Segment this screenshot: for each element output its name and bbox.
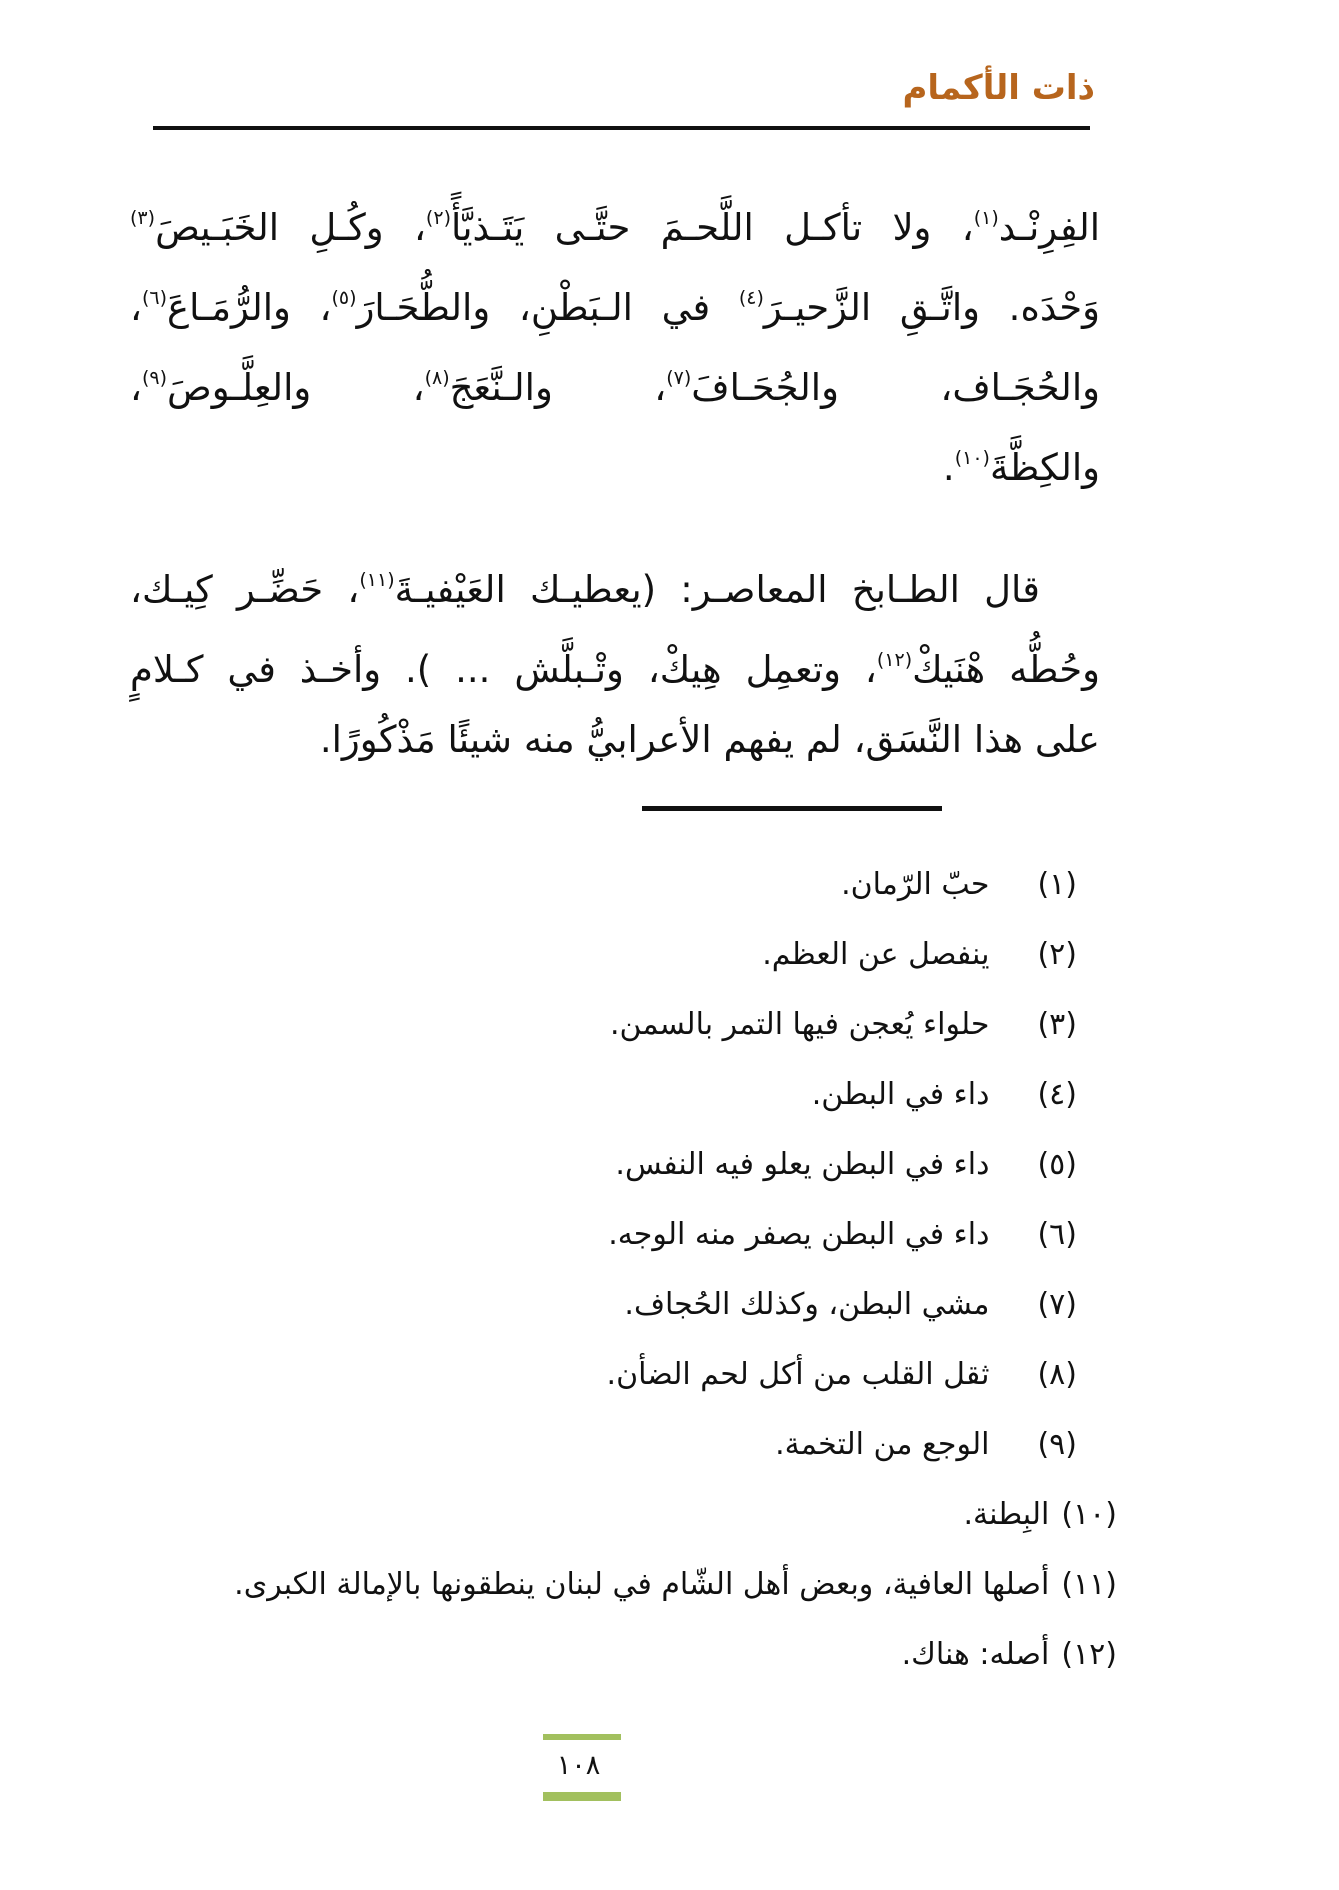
footnote-row — [107, 1060, 1117, 1130]
footnote-marker: (١) — [973, 207, 999, 229]
footnote-marker: (٤) — [738, 287, 764, 309]
footnote-number: (٧) — [1037, 1287, 1077, 1322]
footnote-marker: (١٠) — [954, 447, 990, 469]
paragraph — [130, 178, 1100, 498]
body-line — [130, 178, 1100, 258]
footer-bar-bottom — [543, 1792, 621, 1801]
footnote-text: داء في البطن يعلو فيه النفس. — [615, 1147, 990, 1182]
footnote-text: حبّ الرّمان. — [841, 867, 990, 902]
footnote-text: داء في البطن. — [811, 1077, 990, 1112]
footnote-text: الوجع من التخمة. — [775, 1427, 990, 1462]
footnote-separator — [642, 806, 942, 811]
footnote-row — [107, 1340, 1117, 1410]
footnote-number: (١١) — [1061, 1567, 1117, 1602]
body-text-segment: وحُطُّه هْنَيكْ — [912, 648, 1100, 691]
header-rule — [153, 126, 1090, 130]
footnote-marker: (١١) — [359, 569, 395, 591]
footnote-number: (١) — [1037, 867, 1077, 902]
footnote-text: حلواء يُعجن فيها التمر بالسمن. — [609, 1007, 990, 1042]
footnotes — [107, 850, 1117, 1690]
body-line — [130, 540, 1100, 620]
footnote-marker: (١٢) — [876, 649, 913, 671]
footnote-text: أصله: هناك. — [901, 1637, 1050, 1672]
footnote-number: (٤) — [1037, 1077, 1077, 1112]
body-text-segment: الفِرِنْـد — [998, 206, 1100, 249]
body-text-segment: ، وتعمِل هِيكْ، وتْـبلَّش ... ). وأخـذ في كـلامٍ — [130, 648, 877, 691]
body-text-segment: في الـبَطْنِ، والطُّحَـارَ — [356, 286, 739, 329]
body-text-segment: ، والرُّمَـاعَ — [167, 286, 332, 329]
footnote-number: (٦) — [1037, 1217, 1077, 1252]
body-text-segment: ، حَضِّـر كِيـك، — [130, 568, 360, 611]
footnote-number: (٩) — [1037, 1427, 1077, 1462]
footnote-row — [107, 990, 1117, 1060]
body-text-segment: ، — [130, 286, 142, 329]
body-text-segment: قال الطـابخ المعاصـر: (يعطيـك العَيْفيـةَ — [394, 568, 1040, 611]
footnote-number: (٥) — [1037, 1147, 1077, 1182]
footnote-text: مشي البطن، وكذلك الحُجاف. — [624, 1287, 990, 1322]
body-text-segment: ، وكُـلِ الخَبَـيصَ — [155, 206, 426, 249]
body-text-segment: ، والعِلَّـوصَ — [167, 366, 425, 409]
body-text-segment: والحُجَـاف، والجُحَـافَ — [691, 366, 1100, 409]
footnote-text: البِطنة. — [963, 1497, 1050, 1532]
body-text-segment: ، والـنَّعَجَ — [449, 366, 667, 409]
body-line — [130, 418, 1100, 498]
footnote-text: ثقل القلب من أكل لحم الضأن. — [606, 1357, 990, 1392]
footnote-text: أصلها العافية، وبعض أهل الشّام في لبنان ينطقونها بالإمالة الكبرى. — [234, 1567, 1050, 1602]
body-line — [130, 258, 1100, 338]
body-text — [130, 178, 1100, 780]
footnote-row — [107, 1410, 1117, 1480]
footnote-marker: (٦) — [141, 287, 168, 309]
footnote-number: (١٢) — [1061, 1637, 1117, 1672]
page-footer — [543, 1734, 621, 1801]
body-line — [130, 700, 1100, 780]
footnote-row — [107, 1480, 1117, 1550]
footnote-row — [107, 920, 1117, 990]
footnote-number: (٨) — [1037, 1357, 1077, 1392]
footnote-marker: (٢) — [425, 207, 451, 229]
body-line — [130, 620, 1100, 700]
footnote-marker: (٧) — [666, 367, 692, 389]
body-text-segment: على هذا النَّسَق، لم يفهم الأعرابيُّ منه شيئًا مَذْكُورًا. — [319, 718, 1100, 761]
footnote-number: (١٠) — [1061, 1497, 1117, 1532]
body-text-segment: والكِظَّةَ — [989, 446, 1100, 489]
footnote-marker: (٩) — [141, 367, 168, 389]
footnote-row — [107, 1200, 1117, 1270]
footnote-number: (٣) — [1037, 1007, 1077, 1042]
body-text-segment: ، — [130, 366, 142, 409]
footnote-marker: (٣) — [130, 207, 156, 229]
body-line — [130, 338, 1100, 418]
footnote-row — [107, 1550, 1117, 1620]
footnote-row — [107, 1620, 1117, 1690]
footnote-marker: (٥) — [331, 287, 357, 309]
footnote-row — [107, 850, 1117, 920]
body-text-segment: . — [942, 446, 955, 489]
footnote-text: ينفصل عن العظم. — [762, 937, 990, 972]
footnote-row — [107, 1270, 1117, 1340]
footnote-number: (٢) — [1037, 937, 1077, 972]
footnote-marker: (٨) — [424, 367, 450, 389]
body-text-segment: ، ولا تأكـل اللَّحـمَ حتَّـى يَتَـذيَّأً — [450, 206, 974, 249]
page-header-title: ذات الأكمام — [902, 68, 1095, 108]
footnote-text: داء في البطن يصفر منه الوجه. — [608, 1217, 990, 1252]
body-text-segment: وَحْدَه. واتَّـقِ الزَّحيـرَ — [763, 286, 1100, 329]
paragraph — [130, 540, 1100, 780]
page-number: ١٠٨ — [556, 1750, 601, 1781]
footnote-row — [107, 1130, 1117, 1200]
